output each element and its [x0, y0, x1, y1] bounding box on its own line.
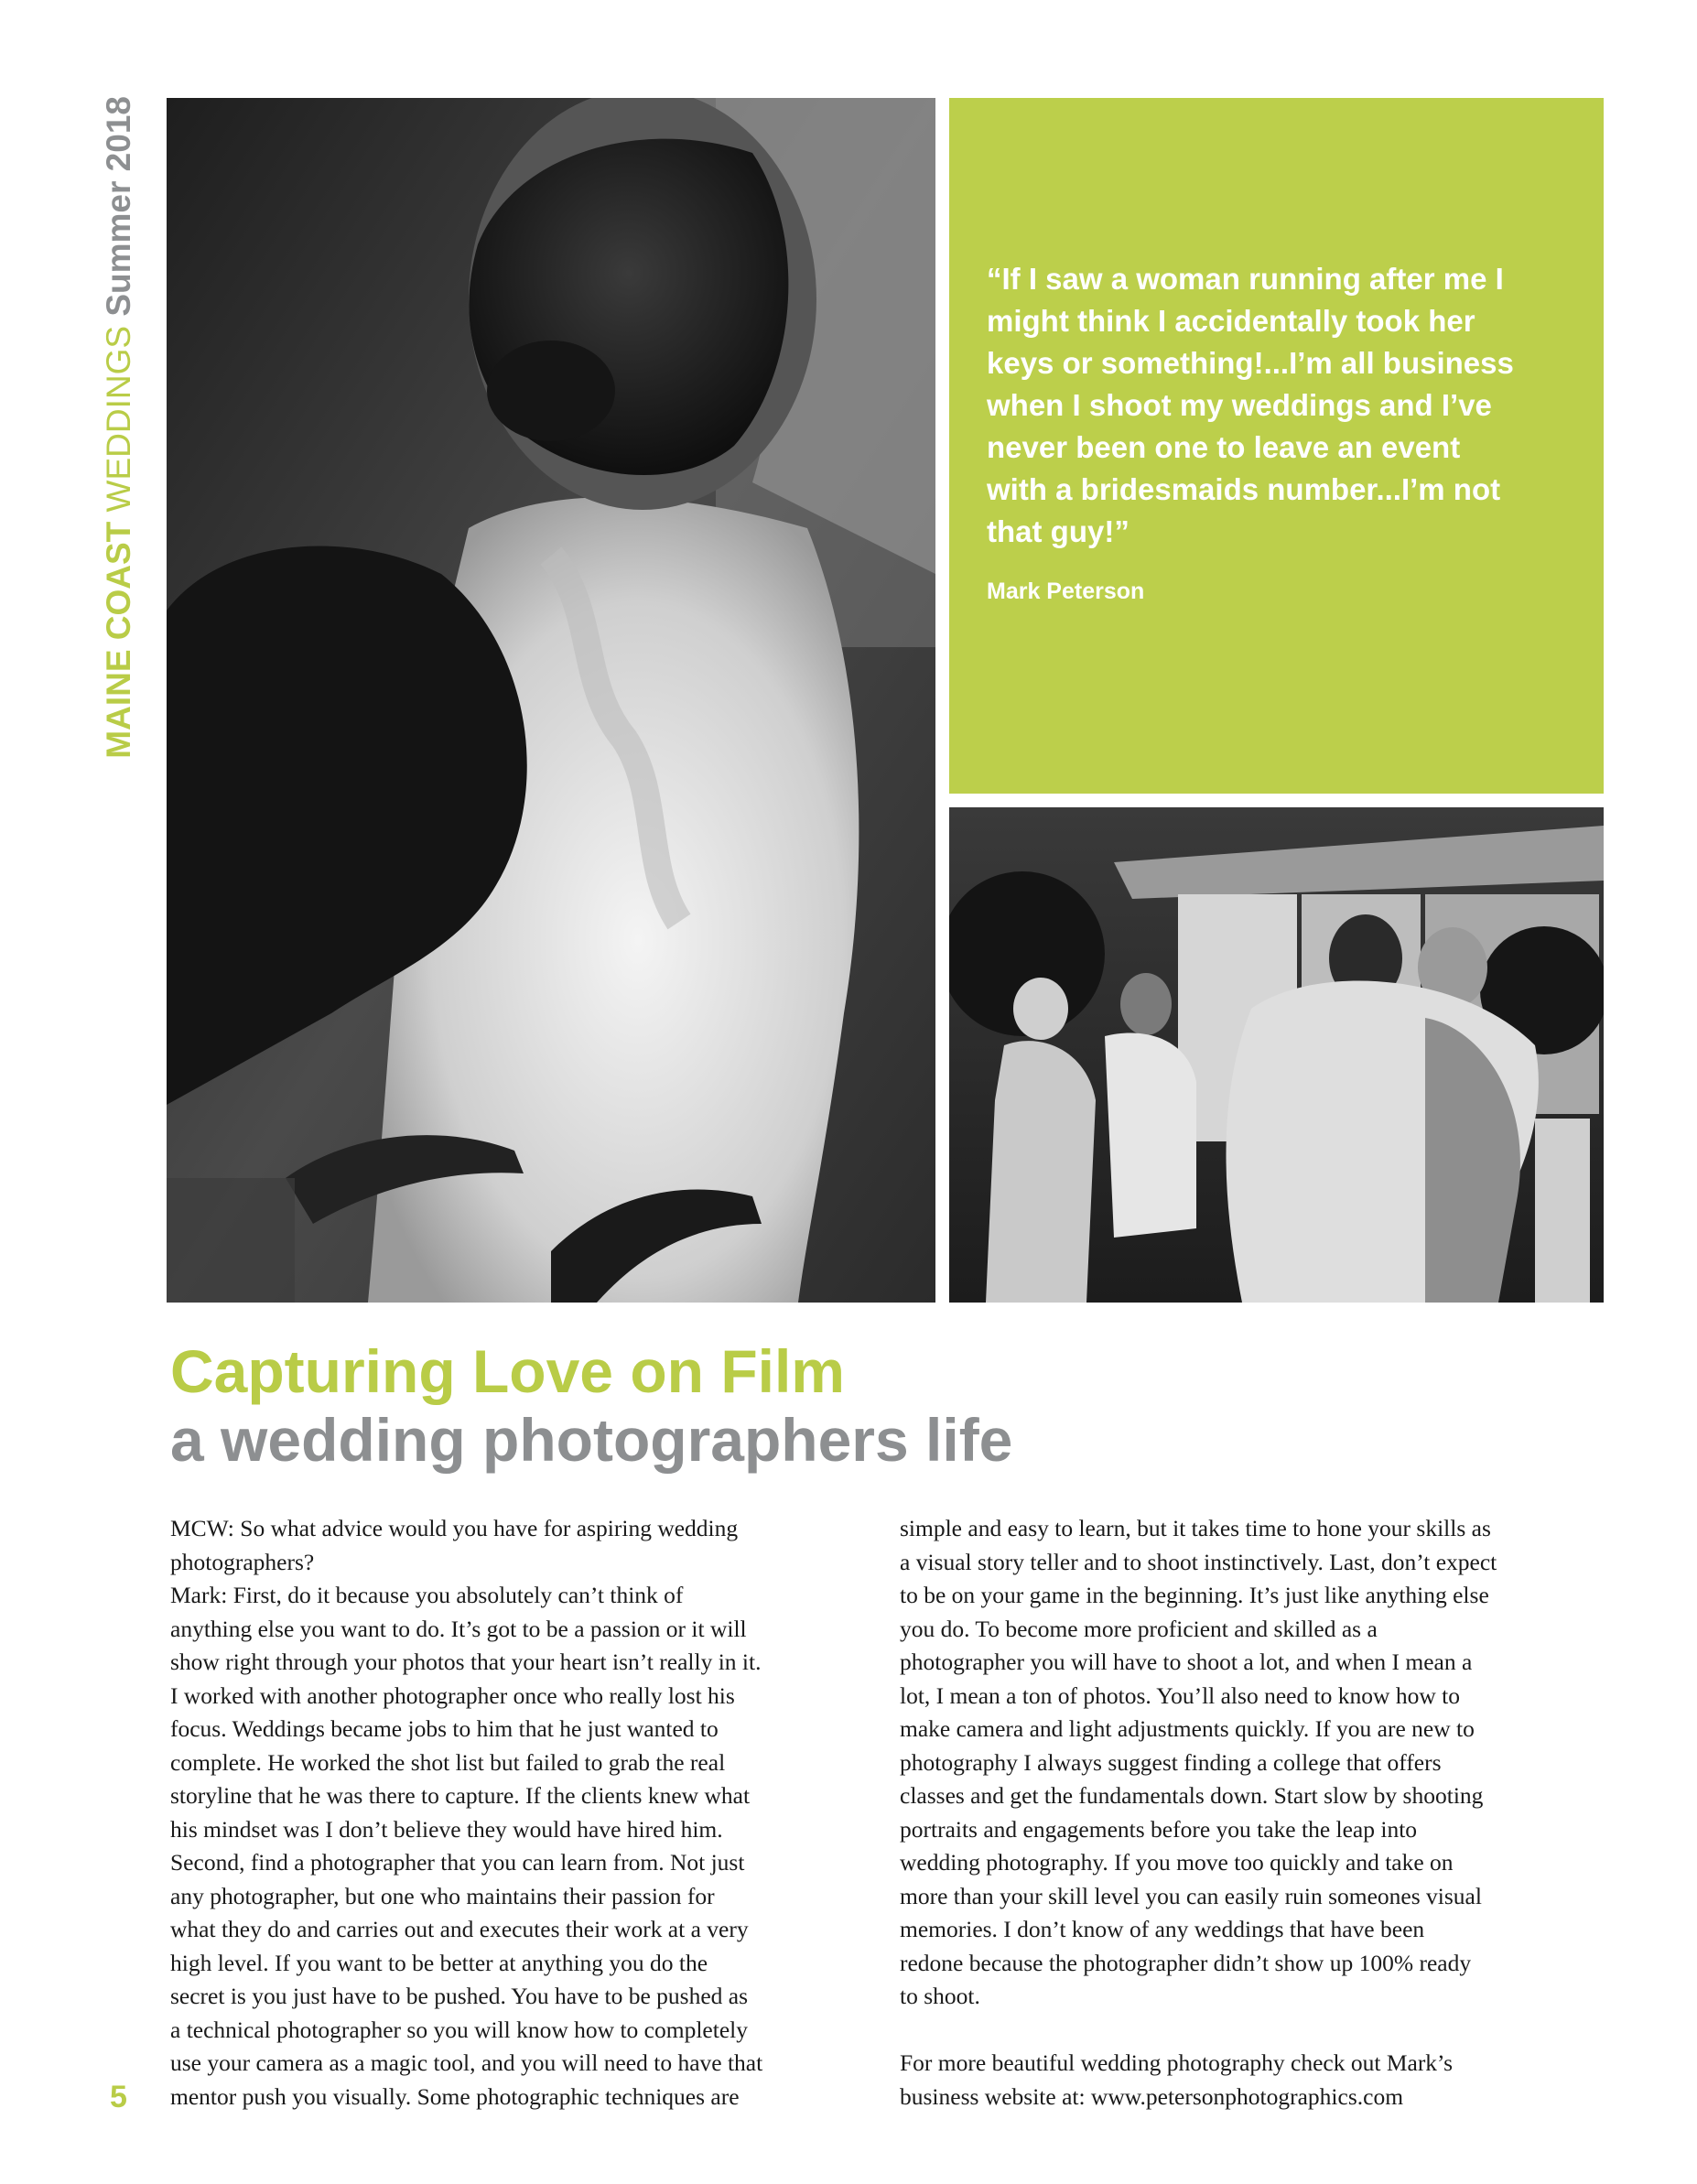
- pull-quote-author: Mark Peterson: [987, 578, 1145, 604]
- bride-photo-illustration: [167, 98, 935, 1303]
- body-line: photography I always suggest finding a college that offers: [900, 1748, 1442, 1776]
- body-line: wedding photography. If you move too quickly and take on: [900, 1849, 1454, 1876]
- closing-line: For more beautiful wedding photography check out Mark’s: [900, 2049, 1454, 2076]
- body-line: photographers?: [170, 1548, 315, 1575]
- quote-line: when I shoot my weddings and I’ve: [987, 388, 1492, 422]
- body-line: storyline that he was there to capture. If the clients knew what: [170, 1782, 751, 1809]
- bride-photo: [167, 98, 935, 1303]
- masthead-issue: Summer 2018: [100, 96, 137, 317]
- body-line: I worked with another photographer once who really lost his: [170, 1681, 735, 1709]
- body-line: lot, I mean a ton of photos. You’ll also need to know how to: [900, 1681, 1460, 1709]
- quote-line: never been one to leave an event: [987, 430, 1461, 464]
- body-line: Mark: First, do it because you absolutely can’t think of: [170, 1582, 684, 1608]
- article-title: Capturing Love on Film: [170, 1337, 845, 1405]
- pull-quote-box: [949, 98, 1604, 794]
- body-line: mentor push you visually. Some photographic techniques are: [170, 2082, 740, 2110]
- quote-line: “If I saw a woman running after me I: [987, 262, 1504, 296]
- body-line: complete. He worked the shot list but failed to grab the real: [170, 1748, 726, 1776]
- quote-line: that guy!”: [987, 514, 1130, 548]
- article-column-right: [900, 1512, 1609, 2114]
- body-line: more than your skill level you can easily ruin someones visual: [900, 1882, 1482, 1909]
- body-line: a technical photographer so you will know how to completely: [170, 2016, 748, 2043]
- body-line: make camera and light adjustments quickly. If you are new to: [900, 1715, 1475, 1742]
- masthead: [92, 96, 146, 783]
- body-line: Second, find a photographer that you can learn from. Not just: [170, 1849, 745, 1876]
- body-line: high level. If you want to be better at anything you do the: [170, 1949, 708, 1976]
- page-number: 5: [110, 2080, 127, 2114]
- paragraph-gap: [900, 2014, 1609, 2048]
- body-line: use your camera as a magic tool, and you will need to have that: [170, 2049, 763, 2076]
- masthead-brand-light: WEDDINGS: [100, 325, 137, 513]
- body-line: MCW: So what advice would you have for aspiring wedding: [170, 1515, 739, 1541]
- body-line: his mindset was I don’t believe they would have hired him.: [170, 1815, 723, 1843]
- body-line: photographer you will have to shoot a lot, and when I mean a: [900, 1649, 1473, 1675]
- dance-photo-illustration: [949, 807, 1604, 1303]
- body-line: secret is you just have to be pushed. You have to be pushed as: [170, 1983, 749, 2009]
- body-line: simple and easy to learn, but it takes time to hone your skills as: [900, 1515, 1491, 1541]
- body-line: show right through your photos that your heart isn’t really in it.: [170, 1649, 762, 1675]
- dance-photo: [949, 807, 1604, 1303]
- masthead-brand: MAINE COAST: [100, 521, 137, 759]
- body-line: memories. I don’t know of any weddings that have been: [900, 1916, 1425, 1942]
- quote-line: might think I accidentally took her: [987, 304, 1475, 338]
- body-line: what they do and carries out and executes their work at a very: [170, 1916, 749, 1942]
- article-subtitle: a wedding photographers life: [170, 1406, 1013, 1474]
- quote-line: keys or something!...I’m all business: [987, 346, 1514, 380]
- body-line: a visual story teller and to shoot instinctively. Last, don’t expect: [900, 1548, 1497, 1575]
- pull-quote-text: [987, 258, 1567, 553]
- body-line: to shoot.: [900, 1983, 980, 2009]
- body-line: you do. To become more proficient and skilled as a: [900, 1615, 1378, 1642]
- body-line: anything else you want to do. It’s got to be a passion or it will: [170, 1615, 747, 1642]
- body-line: classes and get the fundamentals down. Start slow by shooting: [900, 1782, 1484, 1809]
- article-column-left: [170, 1512, 875, 2114]
- quote-line: with a bridesmaids number...I’m not: [987, 472, 1501, 506]
- body-line: focus. Weddings became jobs to him that he just wanted to: [170, 1715, 719, 1742]
- body-line: redone because the photographer didn’t show up 100% ready: [900, 1949, 1472, 1976]
- body-line: any photographer, but one who maintains their passion for: [170, 1882, 715, 1909]
- body-line: portraits and engagements before you take the leap into: [900, 1815, 1418, 1843]
- body-line: to be on your game in the beginning. It’s just like anything else: [900, 1582, 1489, 1608]
- closing-line: business website at: www.petersonphotographics.com: [900, 2082, 1404, 2110]
